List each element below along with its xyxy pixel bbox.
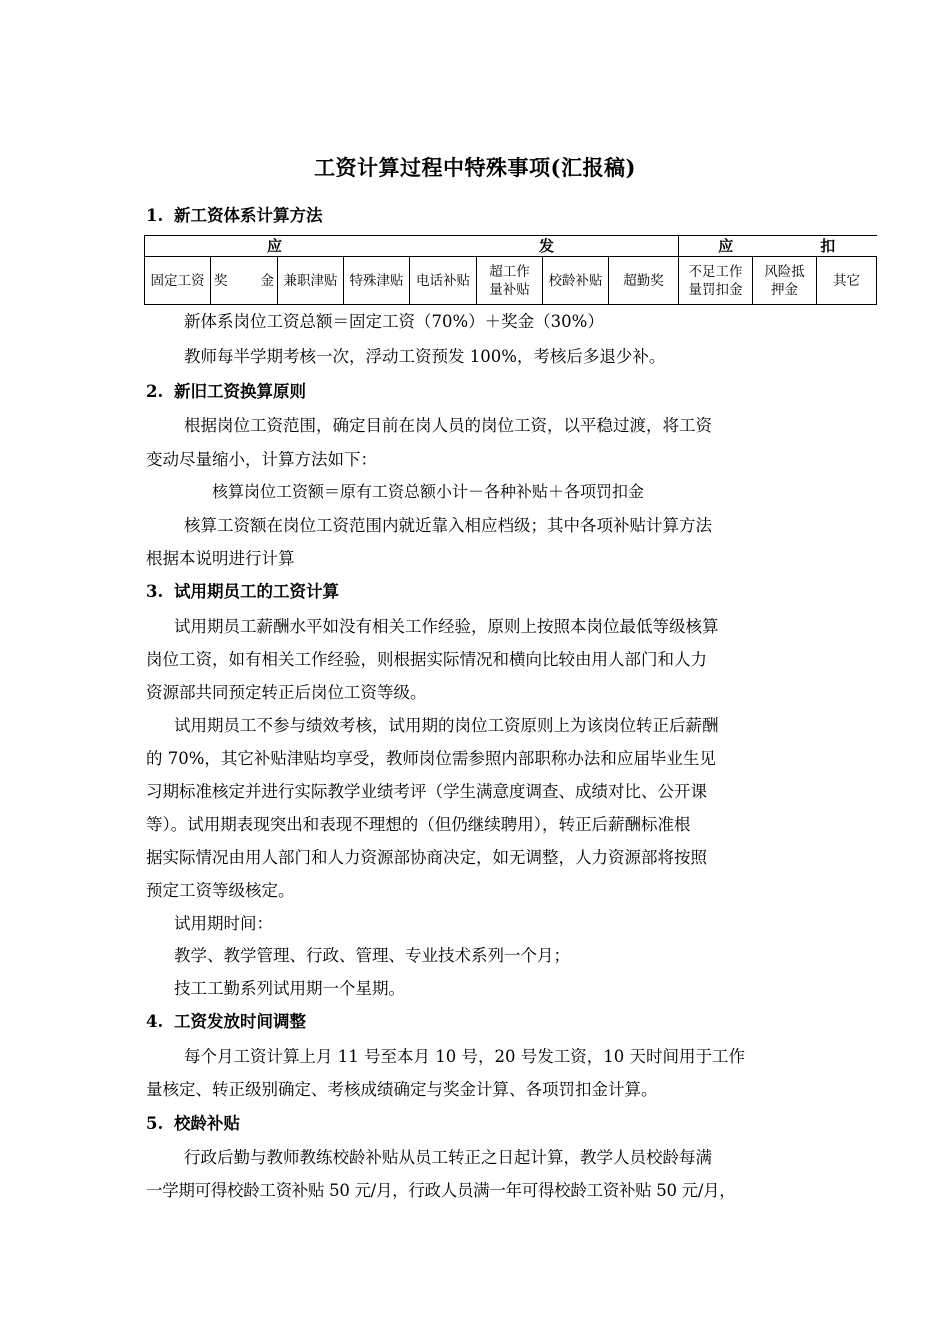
paragraph: 预定工资等级核定。 <box>146 881 295 900</box>
table-col-other: 其它 <box>817 257 877 305</box>
section-heading-1 <box>146 202 323 226</box>
paragraph: 新体系岗位工资总额＝固定工资（70%）＋奖金（30%） <box>184 312 604 331</box>
paragraph: 试用期员工不参与绩效考核，试用期的岗位工资原则上为该岗位转正后薪酬 <box>174 716 719 735</box>
section-heading-4 <box>146 1008 306 1032</box>
table-col-bonus: 奖 金 <box>211 257 278 305</box>
table-col-parttime-allowance: 兼职津贴 <box>278 257 344 305</box>
section-number: 1. <box>146 206 164 225</box>
paragraph: 习期标准核定并进行实际教学业绩考评（学生满意度调查、成绩对比、公开课 <box>146 782 707 801</box>
table-col-overtime-allowance: 超工作量补贴 <box>477 257 543 305</box>
section-number: 2. <box>146 382 164 401</box>
table-col-overwork-bonus: 超勤奖 <box>609 257 679 305</box>
table-col-underload-penalty: 不足工作量罚扣金 <box>679 257 753 305</box>
section-number: 4. <box>146 1012 164 1031</box>
table-col-special-allowance: 特殊津贴 <box>344 257 410 305</box>
paragraph: 一学期可得校龄工资补贴 50 元/月，行政人员满一年可得校龄工资补贴 50 元/月， <box>146 1181 736 1200</box>
paragraph: 每个月工资计算上月 11 号至本月 10 号，20 号发工资，10 天时间用于工作 <box>184 1047 745 1066</box>
section-title: 新工资体系计算方法 <box>174 206 323 225</box>
paragraph: 试用期员工薪酬水平如没有相关工作经验，原则上按照本岗位最低等级核算 <box>174 617 719 636</box>
paragraph: 量核定、转正级别确定、考核成绩确定与奖金计算、各项罚扣金计算。 <box>146 1080 658 1099</box>
paragraph: 岗位工资，如有相关工作经验，则根据实际情况和横向比较由用人部门和人力 <box>146 650 707 669</box>
table-col-risk-deposit: 风险抵押金 <box>753 257 817 305</box>
document-title: 工资计算过程中特殊事项(汇报稿) <box>314 155 636 180</box>
paragraph: 教师每半学期考核一次，浮动工资预发 100%，考核后多退少补。 <box>184 347 666 366</box>
section-number: 5. <box>146 1114 164 1133</box>
table-col-fixed-salary: 固定工资 <box>145 257 211 305</box>
paragraph: 根据岗位工资范围，确定目前在岗人员的岗位工资，以平稳过渡，将工资 <box>184 416 712 435</box>
section-heading-2 <box>146 378 306 402</box>
formula: 核算岗位工资额＝原有工资总额小计－各种补贴＋各项罚扣金 <box>212 482 645 501</box>
paragraph: 教学、教学管理、行政、管理、专业技术系列一个月； <box>174 946 570 965</box>
section-title: 试用期员工的工资计算 <box>174 582 339 601</box>
paragraph: 等）。试用期表现突出和表现不理想的（但仍继续聘用），转正后薪酬标准根 <box>146 815 691 834</box>
paragraph: 行政后勤与教师教练校龄补贴从员工转正之日起计算，教学人员校龄每满 <box>184 1148 712 1167</box>
paragraph: 的 70%，其它补贴津贴均享受，教师岗位需参照内部职称办法和应届毕业生见 <box>146 749 716 768</box>
paragraph: 据实际情况由用人部门和人力资源部协商决定，如无调整，人力资源部将按照 <box>146 848 707 867</box>
section-title: 校龄补贴 <box>174 1114 240 1133</box>
table-col-seniority-allowance: 校龄补贴 <box>543 257 609 305</box>
section-title: 工资发放时间调整 <box>174 1012 306 1031</box>
paragraph: 技工工勤系列试用期一个星期。 <box>174 979 405 998</box>
section-number: 3. <box>146 582 164 601</box>
table-col-phone-allowance: 电话补贴 <box>410 257 477 305</box>
paragraph: 变动尽量缩小，计算方法如下： <box>146 450 377 469</box>
section-heading-5 <box>146 1110 240 1134</box>
section-heading-3 <box>146 578 339 602</box>
salary-structure-table <box>144 235 877 305</box>
paragraph: 资源部共同预定转正后岗位工资等级。 <box>146 683 427 702</box>
paragraph: 试用期时间： <box>174 914 273 933</box>
paragraph: 核算工资额在岗位工资范围内就近靠入相应档级；其中各项补贴计算方法 <box>184 516 712 535</box>
table-group-pay: 应 发 <box>145 236 679 257</box>
table-group-deduct: 应 扣 <box>679 236 877 257</box>
paragraph: 根据本说明进行计算 <box>146 549 295 568</box>
section-title: 新旧工资换算原则 <box>174 382 306 401</box>
